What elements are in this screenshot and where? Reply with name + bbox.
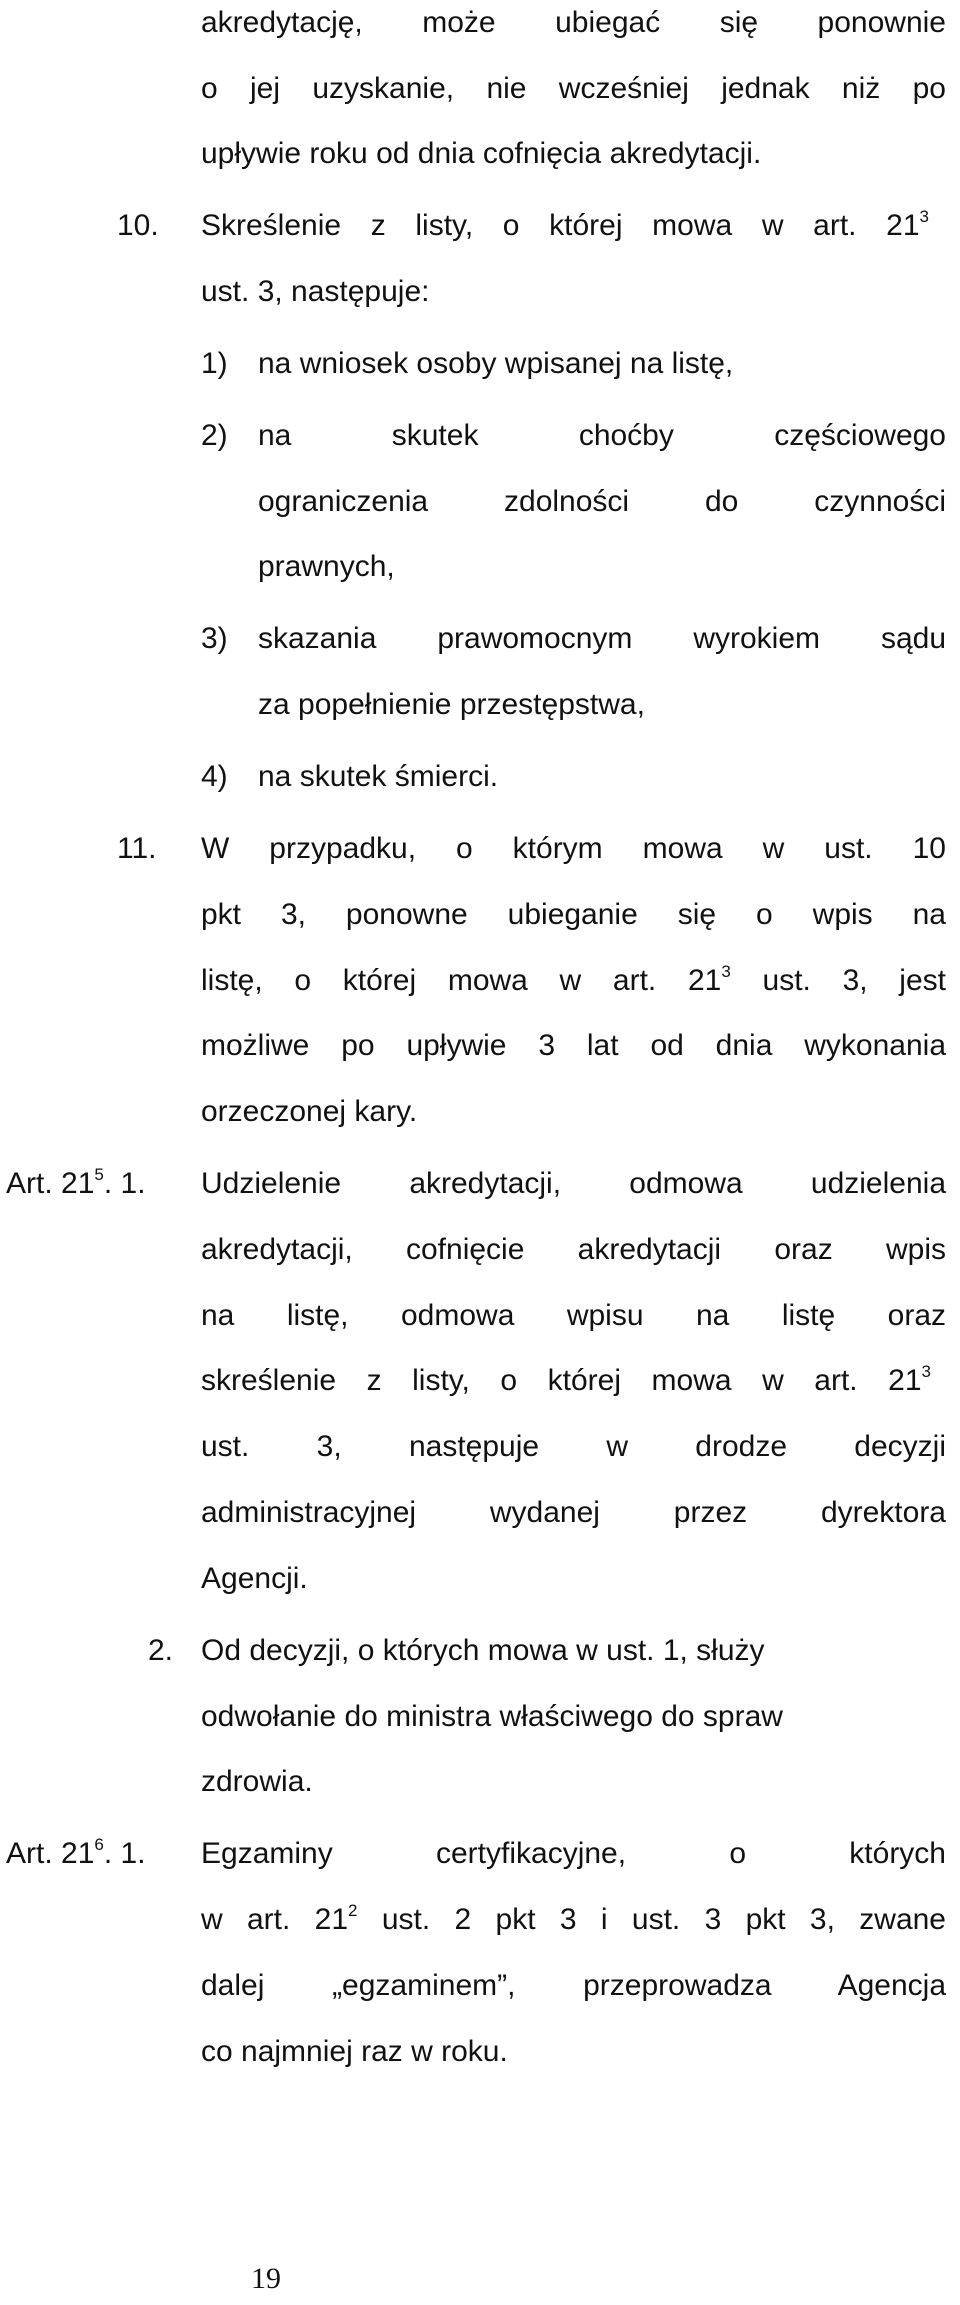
text-line: skazania prawomocnym wyrokiem sądu [258, 622, 946, 655]
text-line: zdrowia. [201, 1765, 313, 1798]
text-line: skreślenie z listy, o której mowa w art. $21^3$ [201, 1362, 931, 1397]
text-line: ograniczenia zdolności do czynności [258, 485, 946, 518]
text-line: akredytacji, cofnięcie akredytacji oraz wpis [201, 1233, 946, 1266]
article-heading: Art. $21^5$. 1. [6, 1165, 146, 1200]
text-line: prawnych, [258, 550, 395, 583]
text-line: Egzaminy certyfikacyjne, o których [201, 1837, 946, 1870]
text-line: na skutek choćby częściowego [258, 419, 946, 452]
text-line: listę, o której mowa w art. $21^3$ ust. 3, jest [201, 962, 946, 997]
text-line: możliwe po upływie 3 lat od dnia wykonania [201, 1029, 946, 1062]
text-line: w art. $21^2$ ust. 2 pkt 3 i ust. 3 pkt 3, zwane [201, 1901, 946, 1936]
list-item-number: 1) [201, 347, 228, 380]
list-item-number: 4) [201, 760, 228, 793]
text-line: za popełnienie przestępstwa, [258, 688, 645, 721]
text-line: na listę, odmowa wpisu na listę oraz [201, 1299, 946, 1332]
text-line: orzeczonej kary. [201, 1095, 418, 1128]
list-item-number: 3) [201, 622, 228, 655]
text-line: upływie roku od dnia cofnięcia akredytacji. [201, 137, 762, 170]
article-heading: Art. $21^6$. 1. [6, 1835, 146, 1870]
text-line: na wniosek osoby wpisanej na listę, [258, 347, 734, 380]
text-line: administracyjnej wydanej przez dyrektora [201, 1496, 946, 1529]
text-line: na skutek śmierci. [258, 760, 499, 793]
page-number: 19 [251, 2262, 281, 2295]
paragraph-number: 2. [148, 1634, 174, 1667]
text-line: ust. 3, następuje: [201, 275, 430, 308]
text-line: akredytację, może ubiegać się ponownie [201, 6, 946, 39]
text-line: Agencji. [201, 1562, 308, 1595]
text-line: odwołanie do ministra właściwego do spraw [201, 1700, 783, 1733]
text-line: co najmniej raz w roku. [201, 2035, 508, 2068]
text-line: Od decyzji, o których mowa w ust. 1, służy [201, 1634, 765, 1667]
text-line: dalej „egzaminem”, przeprowadza Agencja [201, 1969, 946, 2002]
list-item-number: 2) [201, 419, 228, 452]
paragraph-number: 11. [117, 832, 157, 865]
text-line: Udzielenie akredytacji, odmowa udzielenia [201, 1167, 946, 1200]
text-line: pkt 3, ponowne ubieganie się o wpis na [201, 898, 946, 931]
text-line: ust. 3, następuje w drodze decyzji [201, 1430, 946, 1463]
text-line: W przypadku, o którym mowa w ust. 10 [201, 832, 946, 865]
text-line: Skreślenie z listy, o której mowa w art. $21^3$ [201, 207, 929, 242]
paragraph-number: 10. [117, 209, 159, 242]
text-line: o jej uzyskanie, nie wcześniej jednak niż po [201, 72, 946, 105]
